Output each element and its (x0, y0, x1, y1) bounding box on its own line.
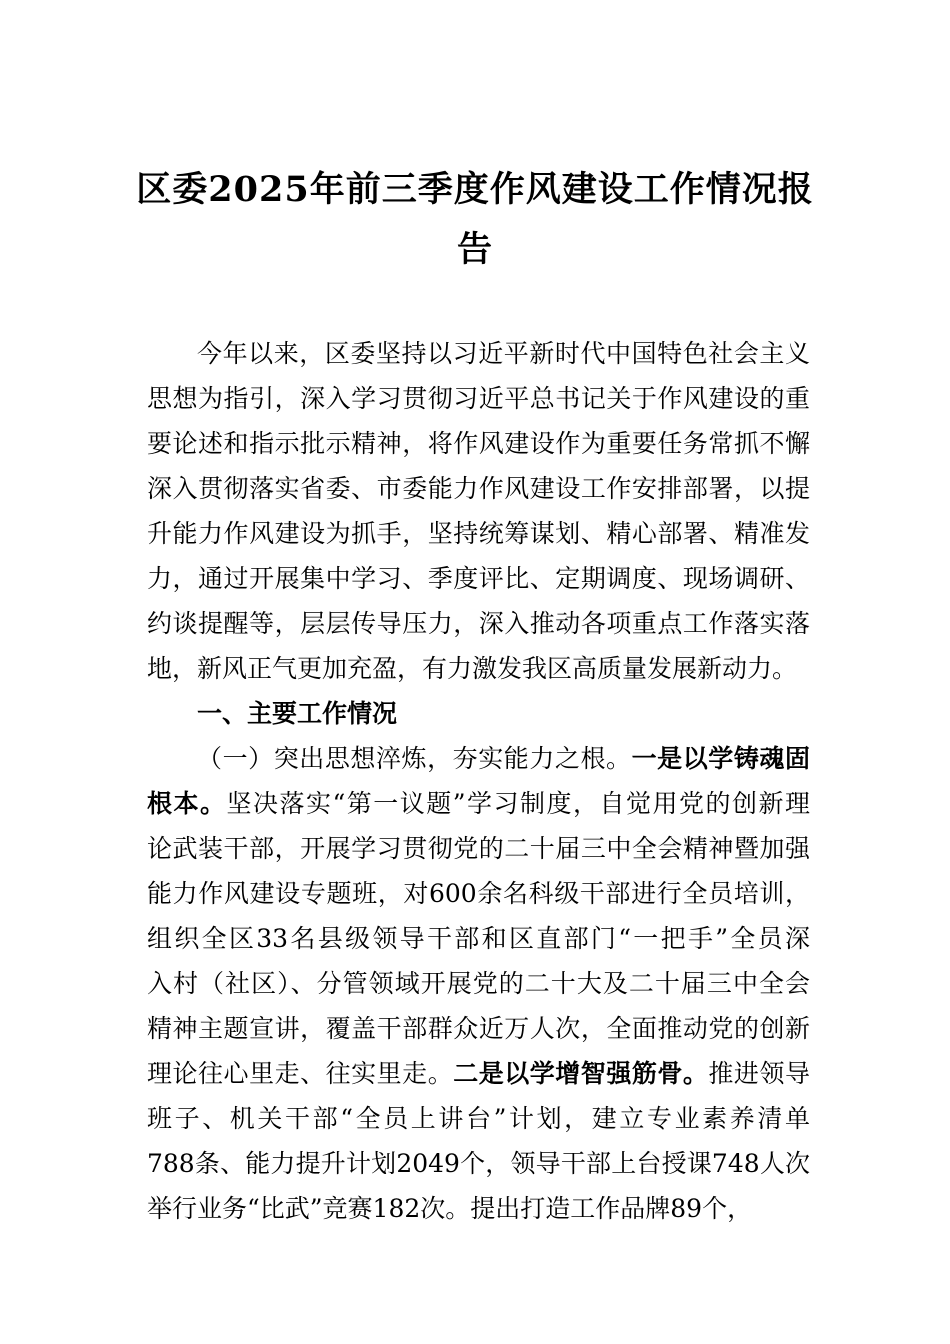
bold-lead: 二是以学增智强筋骨。 (453, 1059, 709, 1088)
text-run: 理论往心里走、往实里走。 (147, 1059, 454, 1088)
document-title (120, 160, 830, 280)
title-line-2: 告 (456, 229, 493, 270)
text-run: 坚决落实“第一议题”学习制度，自觉用党的创新理 (226, 789, 810, 818)
paragraph-line: 组织全区33名县级领导干部和区直部门“一把手”全员深 (147, 924, 810, 953)
paragraph-line: 能力作风建设专题班，对600余名科级干部进行全员培训， (147, 879, 810, 908)
document-body (147, 331, 810, 1231)
title-line-1: 区委2025年前三季度作风建设工作情况报 (136, 169, 814, 210)
paragraph-line: 升能力作风建设为抓手，坚持统筹谋划、精心部署、精准发 (147, 519, 810, 548)
bold-lead: 一是以学铸魂固 (631, 744, 810, 773)
paragraph-line (147, 1051, 810, 1096)
paragraph-line: 约谈提醒等，层层传导压力，深入推动各项重点工作落实落 (147, 609, 810, 638)
paragraph-line: 地，新风正气更加充盈，有力激发我区高质量发展新动力。 (147, 654, 798, 683)
paragraph-line: 精神主题宣讲，覆盖干部群众近万人次，全面推动党的创新 (147, 1014, 810, 1043)
subsection-heading: （一）突出思想淬炼，夯实能力之根。 (197, 744, 632, 773)
paragraph-line: 要论述和指示批示精神，将作风建设作为重要任务常抓不懈 (147, 429, 810, 458)
paragraph-line: 班子、机关干部“全员上讲台”计划，建立专业素养清单 (147, 1104, 810, 1133)
paragraph-line: 思想为指引，深入学习贯彻习近平总书记关于作风建设的重 (147, 384, 810, 413)
paragraph-line: 论武装干部，开展学习贯彻党的二十届三中全会精神暨加强 (147, 834, 810, 863)
paragraph-line: 今年以来，区委坚持以习近平新时代中国特色社会主义 (197, 339, 810, 368)
bold-lead: 根本。 (147, 789, 227, 818)
text-run: 推进领导 (708, 1059, 810, 1088)
section-heading: 一、主要工作情况 (197, 699, 398, 728)
paragraph-line: 深入贯彻落实省委、市委能力作风建设工作安排部署，以提 (147, 474, 810, 503)
paragraph-line: 入村（社区）、分管领域开展党的二十大及二十届三中全会 (147, 969, 810, 998)
paragraph-line (147, 781, 810, 826)
paragraph-line: 788条、能力提升计划2049个，领导干部上台授课748人次 (147, 1149, 810, 1178)
paragraph-line: 力，通过开展集中学习、季度评比、定期调度、现场调研、 (147, 564, 810, 593)
paragraph-line: 举行业务“比武”竞赛182次。提出打造工作品牌89个， (147, 1194, 753, 1223)
paragraph-line (147, 736, 810, 781)
